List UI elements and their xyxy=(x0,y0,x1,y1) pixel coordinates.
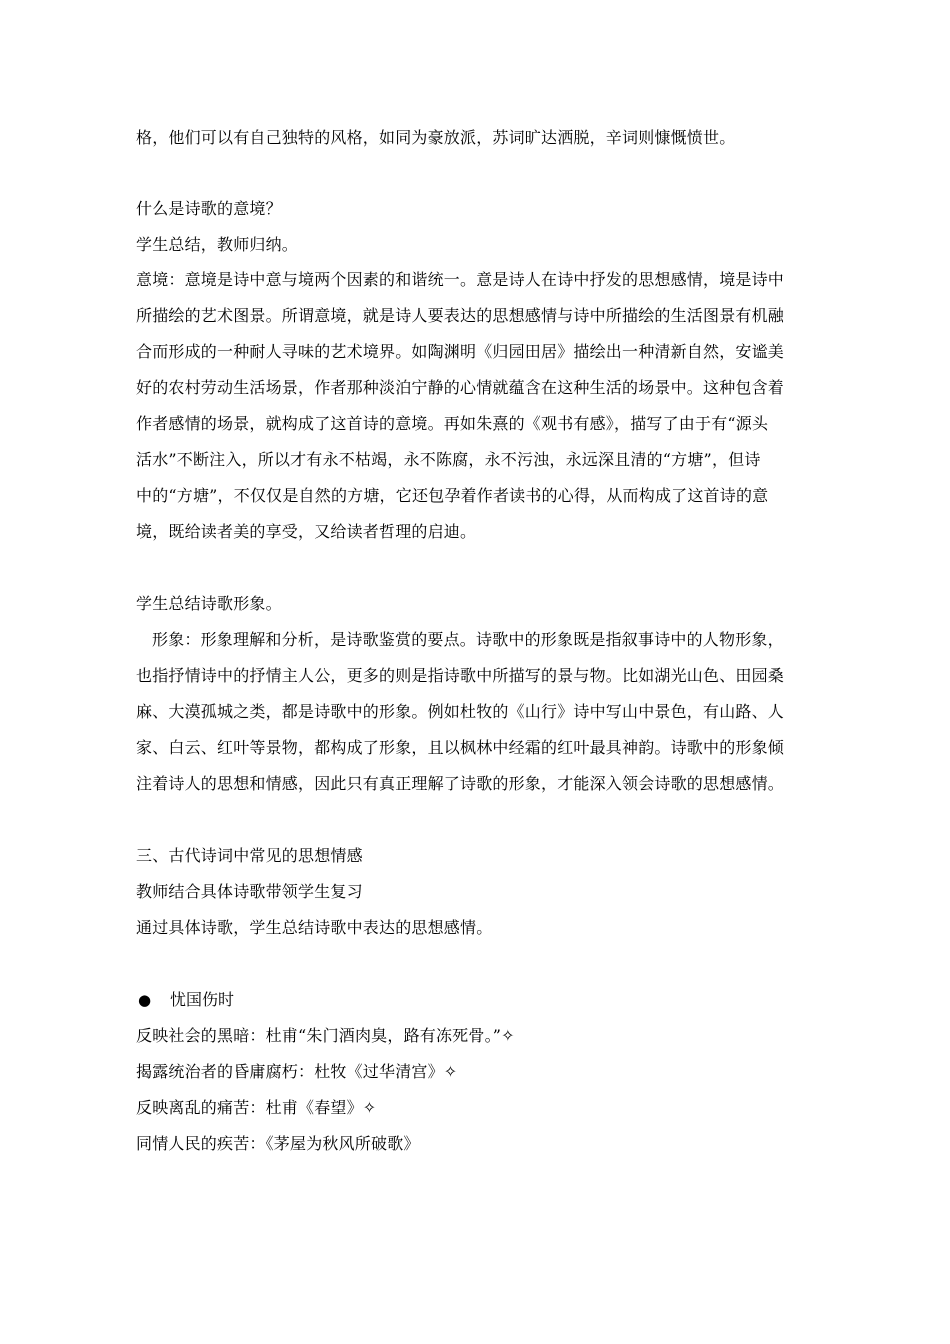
yijing-paragraph-line: 活水”不断注入，所以才有永不枯竭，永不陈腐，永不污浊，永远深且清的“方塘”，但诗 xyxy=(136,450,761,469)
intro-line: 格，他们可以有自己独特的风格，如同为豪放派，苏词旷达洒脱，辛词则慷慨愤世。 xyxy=(136,128,736,147)
section-three-line: 教师结合具体诗歌带领学生复习 xyxy=(136,882,363,901)
yijing-paragraph-line: 合而形成的一种耐人寻味的艺术境界。如陶渊明《归园田居》描绘出一种清新自然，安谧美 xyxy=(136,342,785,361)
youguo-item: 揭露统治者的昏庸腐朽：杜牧《过华清宫》✧ xyxy=(136,1062,458,1081)
section-three-line: 通过具体诗歌，学生总结诗歌中表达的思想感情。 xyxy=(136,918,493,937)
yijing-paragraph-line: 中的“方塘”，不仅仅是自然的方塘，它还包孕着作者读书的心得，从而构成了这首诗的意 xyxy=(136,486,769,505)
yijing-paragraph-line: 好的农村劳动生活场景，作者那种淡泊宁静的心情就蕴含在这种生活的场景中。这种包含着 xyxy=(136,378,785,397)
xingxiang-paragraph-line: 形象：形象理解和分析，是诗歌鉴赏的要点。诗歌中的形象既是指叙事诗中的人物形象， xyxy=(152,630,784,649)
xingxiang-heading: 学生总结诗歌形象。 xyxy=(136,594,282,613)
yijing-paragraph-line: 意境：意境是诗中意与境两个因素的和谐统一。意是诗人在诗中抒发的思想感情，境是诗中 xyxy=(136,270,785,289)
yijing-paragraph-line: 所描绘的艺术图景。所谓意境，就是诗人要表达的思想感情与诗中所描绘的生活图景有机融 xyxy=(136,306,785,325)
xingxiang-paragraph-line: 也指抒情诗中的抒情主人公，更多的则是指诗歌中所描写的景与物。比如湖光山色、田园桑 xyxy=(136,666,785,685)
instruction-line: 学生总结，教师归纳。 xyxy=(136,235,299,254)
bullet-icon: ● xyxy=(138,991,152,1009)
xingxiang-paragraph-line: 家、白云、红叶等景物，都构成了形象，且以枫林中经霜的红叶最具神韵。诗歌中的形象倾 xyxy=(136,738,785,757)
section-three-heading: 三、古代诗词中常见的思想情感 xyxy=(136,846,363,865)
youguo-item: 反映社会的黑暗：杜甫“朱门酒肉臭，路有冻死骨。”✧ xyxy=(136,1026,515,1045)
youguo-title: 忧国伤时 xyxy=(170,990,235,1009)
xingxiang-paragraph-line: 麻、大漠孤城之类，都是诗歌中的形象。例如杜牧的《山行》诗中写山中景色，有山路、人 xyxy=(136,702,785,721)
question-yijing: 什么是诗歌的意境？ xyxy=(136,199,282,218)
youguo-item: 同情人民的疾苦：《茅屋为秋风所破歌》 xyxy=(136,1134,420,1153)
youguo-item: 反映离乱的痛苦：杜甫《春望》✧ xyxy=(136,1098,377,1117)
yijing-paragraph-line: 境，既给读者美的享受，又给读者哲理的启迪。 xyxy=(136,522,477,541)
yijing-paragraph-line: 作者感情的场景，就构成了这首诗的意境。再如朱熹的《观书有感》，描写了由于有“源头 xyxy=(136,414,769,433)
xingxiang-paragraph-line: 注着诗人的思想和情感，因此只有真正理解了诗歌的形象，才能深入领会诗歌的思想感情。 xyxy=(136,774,785,793)
